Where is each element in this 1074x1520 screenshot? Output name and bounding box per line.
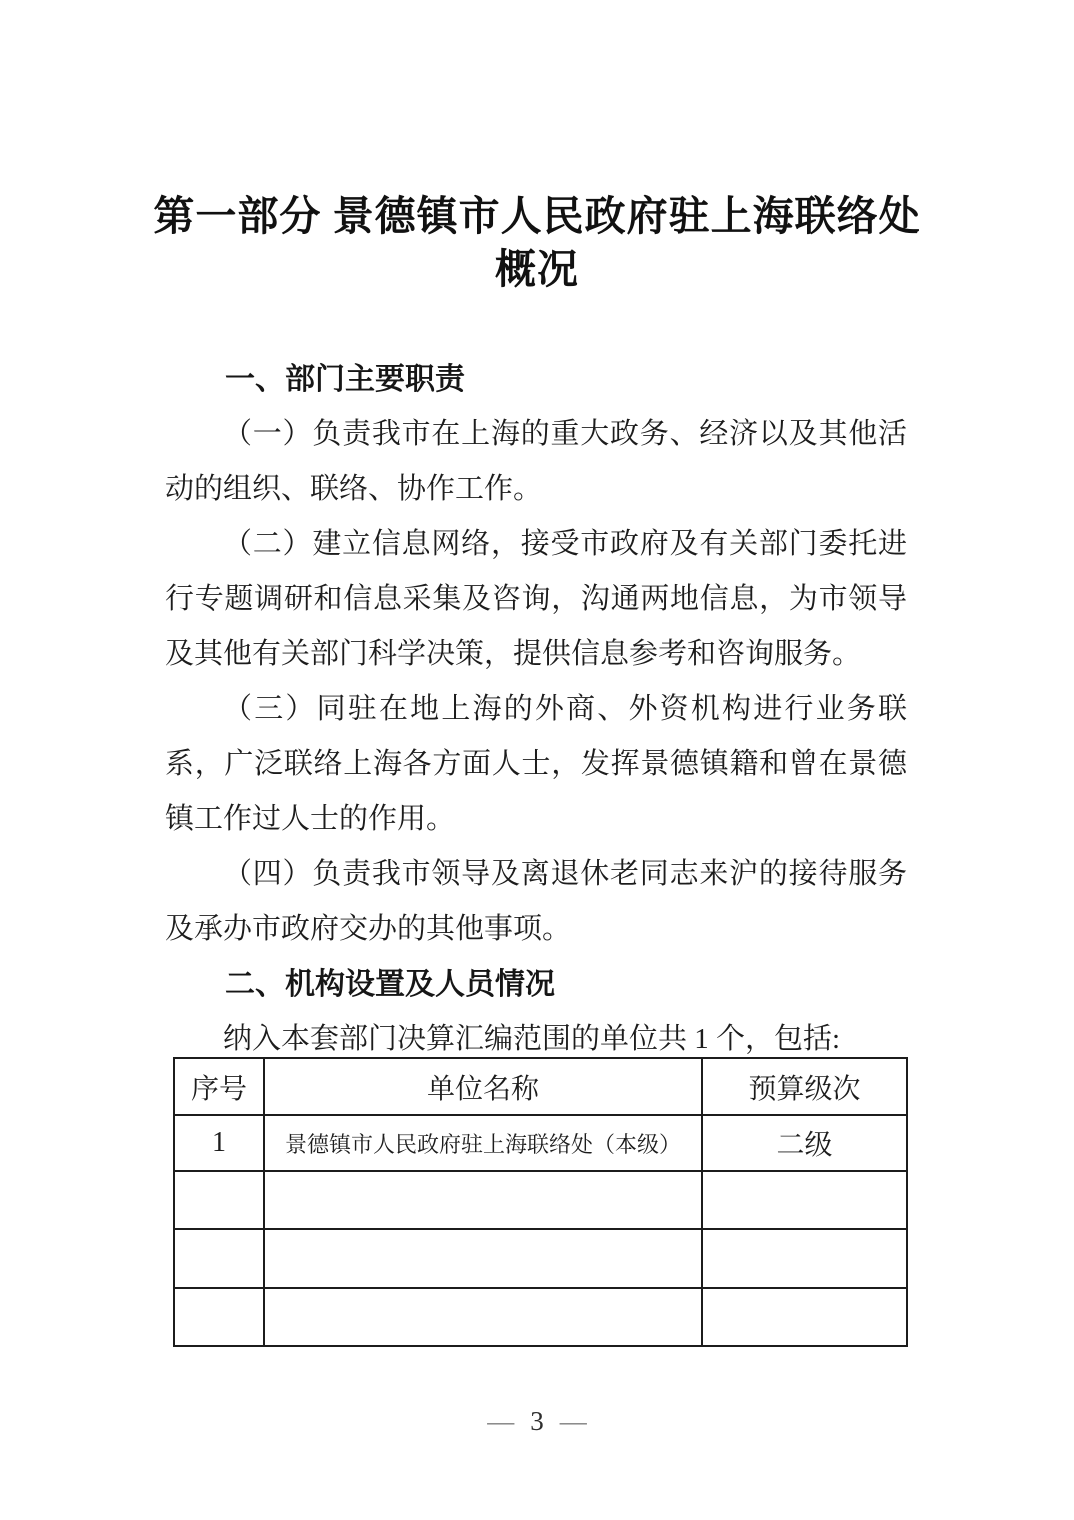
table-cell-index (174, 1288, 264, 1346)
table-cell-index (174, 1229, 264, 1288)
paragraph-duty-1: （一）负责我市在上海的重大政务、经济以及其他活动的组织、联络、协作工作。 (165, 418, 907, 505)
table-cell-unit-name: 景德镇市人民政府驻上海联络处（本级） (264, 1115, 702, 1171)
table-cell-index: 1 (174, 1115, 264, 1171)
table-row-empty (174, 1171, 907, 1229)
page-footer (0, 1404, 1074, 1438)
table-row-empty (174, 1229, 907, 1288)
table-cell-unit-name (264, 1288, 702, 1346)
units-table (173, 1057, 908, 1347)
table-row (174, 1115, 907, 1171)
table-cell-index (174, 1171, 264, 1229)
units-table-header-index: 序号 (174, 1058, 264, 1115)
paragraph-duty-4: （四）负责我市领导及离退休老同志来沪的接待服务及承办市政府交办的其他事项。 (165, 858, 907, 945)
paragraph-units-intro: 纳入本套部门决算汇编范围的单位共 1 个，包括: (223, 1023, 841, 1055)
table-cell-budget-level: 二级 (702, 1115, 907, 1171)
page-number: 3 (530, 1406, 544, 1436)
units-table-header-row (174, 1058, 907, 1115)
table-cell-budget-level (702, 1229, 907, 1288)
document-title (0, 190, 1074, 296)
table-cell-unit-name (264, 1229, 702, 1288)
footer-dash-left: — (487, 1406, 515, 1436)
table-cell-budget-level (702, 1288, 907, 1346)
table-cell-budget-level (702, 1171, 907, 1229)
units-table-header-unit-name: 单位名称 (264, 1058, 702, 1115)
section-heading-2: 二、机构设置及人员情况 (225, 968, 555, 1001)
document-title-line-2: 概况 (495, 246, 579, 292)
section-heading-1: 一、部门主要职责 (225, 363, 465, 396)
paragraph-duty-3: （三）同驻在地上海的外商、外资机构进行业务联系，广泛联络上海各方面人士，发挥景德镇籍和曾在景德镇工作过人士的作用。 (165, 693, 907, 835)
document-title-line-1: 第一部分 景德镇市人民政府驻上海联络处 (153, 193, 921, 239)
document-body (165, 352, 907, 1067)
table-cell-unit-name (264, 1171, 702, 1229)
units-table-header-budget-level: 预算级次 (702, 1058, 907, 1115)
paragraph-duty-2: （二）建立信息网络，接受市政府及有关部门委托进行专题调研和信息采集及咨询，沟通两地信息，为市领导及其他有关部门科学决策，提供信息参考和咨询服务。 (165, 528, 907, 670)
table-row-empty (174, 1288, 907, 1346)
footer-dash-right: — (559, 1406, 587, 1436)
